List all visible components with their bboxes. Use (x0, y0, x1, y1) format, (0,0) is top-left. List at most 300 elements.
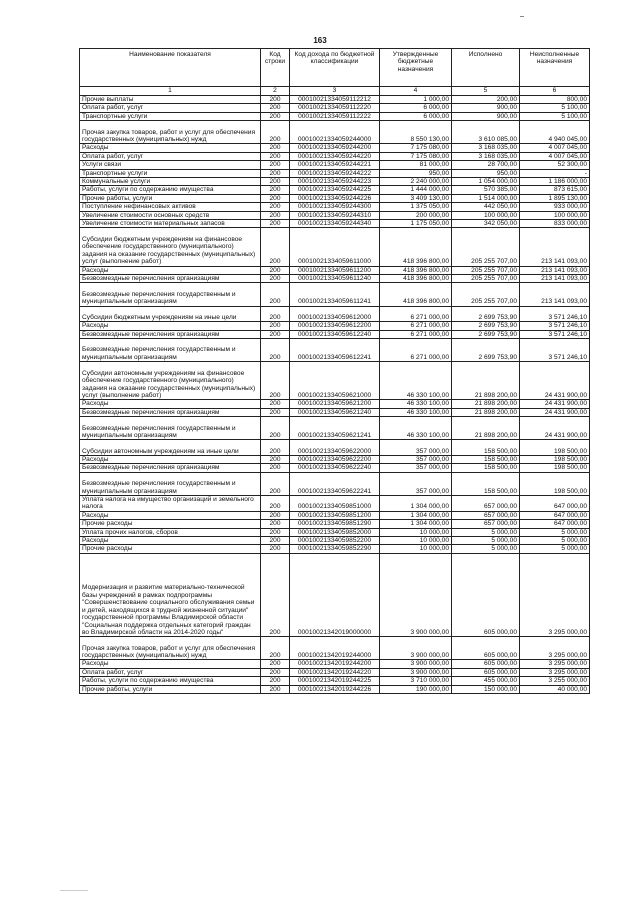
kbk-code: 00010021342019244225 (290, 677, 380, 685)
executed-value: 3 610 085,00 (452, 121, 520, 144)
executed-value: 158 500,00 (452, 464, 520, 472)
indicator-name: Расходы (80, 266, 261, 274)
approved-value: 418 396 800,00 (380, 275, 452, 283)
table-row (80, 464, 590, 472)
approved-value: 418 396 800,00 (380, 283, 452, 306)
unexecuted-value: 24 431 900,00 (520, 408, 590, 416)
indicator-name: Расходы (80, 455, 261, 463)
row-code: 200 (261, 339, 290, 362)
table-row (80, 472, 590, 495)
indicator-name: Оплата работ, услуг (80, 152, 261, 160)
approved-value: 357 000,00 (380, 440, 452, 456)
row-code: 200 (261, 220, 290, 228)
kbk-code: 00010021334059244225 (290, 186, 380, 194)
table-row (80, 440, 590, 456)
row-code: 200 (261, 266, 290, 274)
row-code: 200 (261, 417, 290, 440)
table-row (80, 660, 590, 668)
table-row (80, 220, 590, 228)
table-row (80, 330, 590, 338)
kbk-code: 00010021342019244200 (290, 660, 380, 668)
unexecuted-value: 24 431 900,00 (520, 417, 590, 440)
unexecuted-value: 3 255 000,00 (520, 677, 590, 685)
indicator-name: Работы, услуги по содержанию имущества (80, 677, 261, 685)
table-row (80, 266, 590, 274)
executed-value: 605 000,00 (452, 553, 520, 637)
unexecuted-value: 40 000,00 (520, 685, 590, 693)
kbk-code: 00010021334059244226 (290, 194, 380, 202)
kbk-code: 00010021334059244223 (290, 177, 380, 185)
indicator-name: Оплата работ, услуг (80, 668, 261, 676)
row-code: 200 (261, 685, 290, 693)
approved-value: 3 409 130,00 (380, 194, 452, 202)
unexecuted-value: 647 000,00 (520, 520, 590, 528)
indicator-name: Оплата работ, услуг (80, 104, 261, 112)
unexecuted-value: 198 500,00 (520, 455, 590, 463)
kbk-code: 00010021334059112220 (290, 104, 380, 112)
row-code: 200 (261, 275, 290, 283)
approved-value: 3 900 000,00 (380, 637, 452, 660)
kbk-code: 00010021334059612240 (290, 330, 380, 338)
kbk-code: 00010021334059244000 (290, 121, 380, 144)
unexecuted-value: 4 007 045,00 (520, 144, 590, 152)
kbk-code: 00010021334059622240 (290, 464, 380, 472)
table-body (80, 96, 590, 694)
unexecuted-value: 5 000,00 (520, 545, 590, 553)
approved-value: 46 330 100,00 (380, 408, 452, 416)
executed-value: 3 168 035,00 (452, 152, 520, 160)
table-row (80, 211, 590, 219)
table-row (80, 362, 590, 400)
row-code: 200 (261, 228, 290, 266)
approved-value: 46 330 100,00 (380, 417, 452, 440)
unexecuted-value: 3 295 000,00 (520, 637, 590, 660)
kbk-code: 00010021334059851290 (290, 520, 380, 528)
column-number: 5 (452, 87, 520, 96)
unexecuted-value: 4 940 045,00 (520, 121, 590, 144)
approved-value: 3 900 000,00 (380, 668, 452, 676)
approved-value: 7 175 080,00 (380, 152, 452, 160)
indicator-name: Безвозмездные перечисления государственным и муниципальным организациям (80, 472, 261, 495)
unexecuted-value: 1 186 000,00 (520, 177, 590, 185)
indicator-name: Работы, услуги по содержанию имущества (80, 186, 261, 194)
kbk-code: 00010021334059622200 (290, 455, 380, 463)
table-row (80, 553, 590, 637)
table-row (80, 400, 590, 408)
executed-value: 442 050,00 (452, 203, 520, 211)
unexecuted-value: 3 295 000,00 (520, 668, 590, 676)
executed-value: 342 050,00 (452, 220, 520, 228)
table-row (80, 677, 590, 685)
approved-value: 8 550 130,00 (380, 121, 452, 144)
unexecuted-value: 5 000,00 (520, 536, 590, 544)
table-row (80, 152, 590, 160)
table-row (80, 408, 590, 416)
unexecuted-value: 213 141 093,00 (520, 283, 590, 306)
table-row (80, 528, 590, 536)
header-code: Код строки (261, 49, 290, 87)
indicator-name: Безвозмездные перечисления организациям (80, 330, 261, 338)
executed-value: 2 699 753,90 (452, 330, 520, 338)
table-row (80, 228, 590, 266)
row-code: 200 (261, 536, 290, 544)
table-row (80, 275, 590, 283)
indicator-name: Расходы (80, 400, 261, 408)
row-code: 200 (261, 194, 290, 202)
executed-value: 900,00 (452, 104, 520, 112)
kbk-code: 00010021334059611240 (290, 275, 380, 283)
unexecuted-value: 3 571 246,10 (520, 330, 590, 338)
executed-value: 21 898 200,00 (452, 362, 520, 400)
executed-value: 158 500,00 (452, 440, 520, 456)
kbk-code: 00010021334059611241 (290, 283, 380, 306)
row-code: 200 (261, 96, 290, 104)
indicator-name: Модернизация и развитие материально-технической базы учреждений в рамках подпрограммы "Совершенствование социального обслуживания семьи и детей, находящихся в трудной жизненной ситуации" государственной программы Владимирской области "Социальная поддержка отдельных категорий граждан во Владимирской области на 2014-2020 годы" (80, 553, 261, 637)
executed-value: 3 168 035,00 (452, 144, 520, 152)
indicator-name: Прочая закупка товаров, работ и услуг для обеспечения государственных (муниципальных) нужд (80, 637, 261, 660)
unexecuted-value: 4 007 045,00 (520, 152, 590, 160)
indicator-name: Безвозмездные перечисления государственным и муниципальным организациям (80, 283, 261, 306)
indicator-name: Расходы (80, 511, 261, 519)
executed-value: 2 699 753,90 (452, 339, 520, 362)
row-code: 200 (261, 511, 290, 519)
unexecuted-value: 1 895 130,00 (520, 194, 590, 202)
table-row (80, 417, 590, 440)
executed-value: 605 000,00 (452, 660, 520, 668)
approved-value: 3 900 000,00 (380, 553, 452, 637)
approved-value: 7 175 080,00 (380, 144, 452, 152)
approved-value: 10 000,00 (380, 528, 452, 536)
kbk-code: 00010021334059621200 (290, 400, 380, 408)
indicator-name: Увеличение стоимости основных средств (80, 211, 261, 219)
row-code: 200 (261, 472, 290, 495)
approved-value: 418 396 800,00 (380, 228, 452, 266)
table-row (80, 520, 590, 528)
table-row (80, 637, 590, 660)
approved-value: 6 000,00 (380, 112, 452, 120)
executed-value: 657 000,00 (452, 520, 520, 528)
row-code: 200 (261, 211, 290, 219)
column-number: 3 (290, 87, 380, 96)
approved-value: 6 000,00 (380, 104, 452, 112)
unexecuted-value: 213 141 093,00 (520, 275, 590, 283)
unexecuted-value: 5 100,00 (520, 104, 590, 112)
row-code: 200 (261, 677, 290, 685)
approved-value: 1 000,00 (380, 96, 452, 104)
row-code: 200 (261, 440, 290, 456)
kbk-code: 00010021334059851200 (290, 511, 380, 519)
executed-value: 5 000,00 (452, 528, 520, 536)
table-row (80, 339, 590, 362)
approved-value: 6 271 000,00 (380, 330, 452, 338)
unexecuted-value: 3 571 246,10 (520, 339, 590, 362)
table-row (80, 96, 590, 104)
row-code: 200 (261, 177, 290, 185)
row-code: 200 (261, 668, 290, 676)
unexecuted-value: - (520, 169, 590, 177)
unexecuted-value: 5 000,00 (520, 528, 590, 536)
kbk-code: 00010021334059851000 (290, 495, 380, 511)
unexecuted-value: 833 000,00 (520, 220, 590, 228)
table-row (80, 685, 590, 693)
kbk-code: 00010021334059621240 (290, 408, 380, 416)
row-code: 200 (261, 495, 290, 511)
indicator-name: Субсидии бюджетным учреждениям на финансовое обеспечение государственного (муниципального) задания на оказание государственных (муниципальных) услуг (выполнение работ) (80, 228, 261, 266)
row-code: 200 (261, 408, 290, 416)
indicator-name: Коммунальные услуги (80, 177, 261, 185)
page-number: 163 (313, 36, 327, 45)
row-code: 200 (261, 203, 290, 211)
executed-value: 605 000,00 (452, 668, 520, 676)
row-code: 200 (261, 144, 290, 152)
unexecuted-value: 52 300,00 (520, 161, 590, 169)
executed-value: 657 000,00 (452, 495, 520, 511)
approved-value: 190 000,00 (380, 685, 452, 693)
kbk-code: 00010021334059244340 (290, 220, 380, 228)
executed-value: 1 054 000,00 (452, 177, 520, 185)
executed-value: 5 000,00 (452, 536, 520, 544)
unexecuted-value: 933 000,00 (520, 203, 590, 211)
indicator-name: Прочие работы, услуги (80, 685, 261, 693)
executed-value: 200,00 (452, 96, 520, 104)
kbk-code: 00010021334059852200 (290, 536, 380, 544)
approved-value: 1 304 000,00 (380, 495, 452, 511)
approved-value: 46 330 100,00 (380, 362, 452, 400)
row-code: 200 (261, 400, 290, 408)
executed-value: 2 699 753,90 (452, 306, 520, 322)
row-code: 200 (261, 112, 290, 120)
approved-value: 1 444 000,00 (380, 186, 452, 194)
row-code: 200 (261, 121, 290, 144)
executed-value: 5 000,00 (452, 545, 520, 553)
row-code: 200 (261, 520, 290, 528)
executed-value: 158 500,00 (452, 455, 520, 463)
table-row (80, 144, 590, 152)
kbk-code: 00010021334059244220 (290, 152, 380, 160)
table-row (80, 194, 590, 202)
indicator-name: Безвозмездные перечисления организациям (80, 408, 261, 416)
kbk-code: 00010021334059611000 (290, 228, 380, 266)
row-code: 200 (261, 553, 290, 637)
table-row (80, 104, 590, 112)
row-code: 200 (261, 455, 290, 463)
row-code: 200 (261, 545, 290, 553)
unexecuted-value: 198 500,00 (520, 472, 590, 495)
kbk-code: 00010021342019244226 (290, 685, 380, 693)
unexecuted-value: 198 500,00 (520, 464, 590, 472)
executed-value: 570 385,00 (452, 186, 520, 194)
approved-value: 1 175 050,00 (380, 220, 452, 228)
approved-value: 10 000,00 (380, 545, 452, 553)
scan-artifact (60, 890, 88, 891)
kbk-code: 00010021334059612200 (290, 322, 380, 330)
approved-value: 357 000,00 (380, 464, 452, 472)
approved-value: 2 240 000,00 (380, 177, 452, 185)
table-row (80, 169, 590, 177)
column-number: 6 (520, 87, 590, 96)
row-code: 200 (261, 283, 290, 306)
approved-value: 200 000,00 (380, 211, 452, 219)
approved-value: 46 330 100,00 (380, 400, 452, 408)
column-number: 1 (80, 87, 261, 96)
approved-value: 3 900 000,00 (380, 660, 452, 668)
executed-value: 100 000,00 (452, 211, 520, 219)
kbk-code: 00010021342019244000 (290, 637, 380, 660)
executed-value: 205 255 707,00 (452, 228, 520, 266)
indicator-name: Расходы (80, 322, 261, 330)
executed-value: 205 255 707,00 (452, 275, 520, 283)
approved-value: 6 271 000,00 (380, 339, 452, 362)
column-number: 2 (261, 87, 290, 96)
row-code: 200 (261, 169, 290, 177)
approved-value: 418 396 800,00 (380, 266, 452, 274)
indicator-name: Расходы (80, 660, 261, 668)
row-code: 200 (261, 330, 290, 338)
indicator-name: Безвозмездные перечисления государственным и муниципальным организациям (80, 339, 261, 362)
kbk-code: 00010021334059244221 (290, 161, 380, 169)
executed-value: 21 898 200,00 (452, 408, 520, 416)
executed-value: 900,00 (452, 112, 520, 120)
unexecuted-value: 3 571 246,10 (520, 322, 590, 330)
executed-value: 657 000,00 (452, 511, 520, 519)
indicator-name: Расходы (80, 144, 261, 152)
table-row (80, 177, 590, 185)
kbk-code: 00010021334059621241 (290, 417, 380, 440)
row-code: 200 (261, 362, 290, 400)
approved-value: 1 375 050,00 (380, 203, 452, 211)
indicator-name: Поступление нефинансовых активов (80, 203, 261, 211)
table-row (80, 161, 590, 169)
approved-value: 357 000,00 (380, 472, 452, 495)
header-approved: Утвержденные бюджетные назначения (380, 49, 452, 87)
table-row (80, 536, 590, 544)
kbk-code: 00010021334059612000 (290, 306, 380, 322)
indicator-name: Уплата налога на имущество организаций и земельного налога (80, 495, 261, 511)
table-row (80, 121, 590, 144)
unexecuted-value: 198 500,00 (520, 440, 590, 456)
indicator-name: Субсидии автономным учреждениям на финансовое обеспечение государственного (муниципального) задания на оказание государственных (муниципальных) услуг (выполнение работ) (80, 362, 261, 400)
row-code: 200 (261, 528, 290, 536)
executed-value: 28 700,00 (452, 161, 520, 169)
indicator-name: Прочие выплаты (80, 96, 261, 104)
kbk-code: 00010021334059852000 (290, 528, 380, 536)
indicator-name: Транспортные услуги (80, 112, 261, 120)
row-code: 200 (261, 637, 290, 660)
scan-mark (520, 16, 524, 17)
table-row (80, 203, 590, 211)
indicator-name: Безвозмездные перечисления организациям (80, 464, 261, 472)
kbk-code: 00010021334059112222 (290, 112, 380, 120)
unexecuted-value: 100 000,00 (520, 211, 590, 219)
budget-execution-table (79, 48, 590, 694)
approved-value: 950,00 (380, 169, 452, 177)
table-row (80, 455, 590, 463)
row-code: 200 (261, 306, 290, 322)
approved-value: 10 000,00 (380, 536, 452, 544)
kbk-code: 00010021334059612241 (290, 339, 380, 362)
indicator-name: Прочие расходы (80, 520, 261, 528)
kbk-code: 00010021342019000000 (290, 553, 380, 637)
header-name: Наименование показателя (80, 49, 261, 87)
unexecuted-value: 213 141 093,00 (520, 228, 590, 266)
kbk-code: 00010021342019244220 (290, 668, 380, 676)
executed-value: 1 514 000,00 (452, 194, 520, 202)
row-code: 200 (261, 161, 290, 169)
row-code: 200 (261, 104, 290, 112)
header-classification: Код дохода по бюджетной классификации (290, 49, 380, 87)
indicator-name: Безвозмездные перечисления организациям (80, 275, 261, 283)
unexecuted-value: 24 431 900,00 (520, 400, 590, 408)
row-code: 200 (261, 660, 290, 668)
kbk-code: 00010021334059622000 (290, 440, 380, 456)
unexecuted-value: 647 000,00 (520, 511, 590, 519)
indicator-name: Безвозмездные перечисления государственным и муниципальным организациям (80, 417, 261, 440)
executed-value: 21 898 200,00 (452, 417, 520, 440)
indicator-name: Уплата прочих налогов, сборов (80, 528, 261, 536)
unexecuted-value: 647 000,00 (520, 495, 590, 511)
table-row (80, 511, 590, 519)
column-number-row (80, 87, 590, 96)
row-code: 200 (261, 322, 290, 330)
executed-value: 158 500,00 (452, 472, 520, 495)
executed-value: 205 255 707,00 (452, 266, 520, 274)
unexecuted-value: 5 100,00 (520, 112, 590, 120)
executed-value: 605 000,00 (452, 637, 520, 660)
table-header-row (80, 49, 590, 87)
indicator-name: Транспортные услуги (80, 169, 261, 177)
header-executed: Исполнено (452, 49, 520, 87)
kbk-code: 00010021334059852290 (290, 545, 380, 553)
approved-value: 357 000,00 (380, 455, 452, 463)
table-row (80, 306, 590, 322)
table-row (80, 322, 590, 330)
indicator-name: Услуги связи (80, 161, 261, 169)
row-code: 200 (261, 464, 290, 472)
column-number: 4 (380, 87, 452, 96)
kbk-code: 00010021334059244200 (290, 144, 380, 152)
table-row (80, 283, 590, 306)
kbk-code: 00010021334059244222 (290, 169, 380, 177)
kbk-code: 00010021334059244300 (290, 203, 380, 211)
kbk-code: 00010021334059112212 (290, 96, 380, 104)
table-row (80, 545, 590, 553)
indicator-name: Увеличение стоимости материальных запасов (80, 220, 261, 228)
header-unexecuted: Неисполненные назначения (520, 49, 590, 87)
executed-value: 205 255 707,00 (452, 283, 520, 306)
kbk-code: 00010021334059621000 (290, 362, 380, 400)
row-code: 200 (261, 186, 290, 194)
unexecuted-value: 3 571 246,10 (520, 306, 590, 322)
approved-value: 6 271 000,00 (380, 306, 452, 322)
row-code: 200 (261, 152, 290, 160)
executed-value: 21 898 200,00 (452, 400, 520, 408)
kbk-code: 00010021334059622241 (290, 472, 380, 495)
approved-value: 1 304 000,00 (380, 520, 452, 528)
table-row (80, 668, 590, 676)
indicator-name: Прочая закупка товаров, работ и услуг для обеспечения государственных (муниципальных) нужд (80, 121, 261, 144)
unexecuted-value: 3 295 000,00 (520, 660, 590, 668)
executed-value: 950,00 (452, 169, 520, 177)
unexecuted-value: 800,00 (520, 96, 590, 104)
indicator-name: Субсидии бюджетным учреждениям на иные цели (80, 306, 261, 322)
approved-value: 6 271 000,00 (380, 322, 452, 330)
indicator-name: Прочие работы, услуги (80, 194, 261, 202)
indicator-name: Прочие расходы (80, 545, 261, 553)
unexecuted-value: 24 431 900,00 (520, 362, 590, 400)
indicator-name: Субсидии автономным учреждениям на иные цели (80, 440, 261, 456)
executed-value: 2 699 753,90 (452, 322, 520, 330)
unexecuted-value: 873 615,00 (520, 186, 590, 194)
